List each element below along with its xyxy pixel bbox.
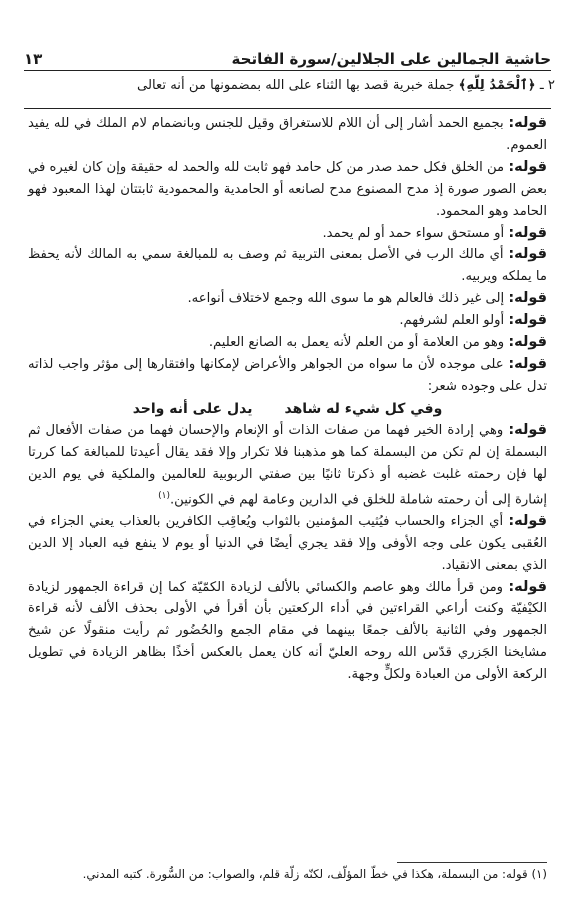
verse-commentary: جملة خبرية قصد بها الثناء على الله بمضمونها من أنه تعالى — [136, 78, 455, 93]
header-divider — [24, 108, 551, 109]
poem-hemistich-first: وفي كل شيء له شاهد — [284, 400, 443, 417]
paragraph — [28, 223, 547, 245]
paragraph-text: وهي إرادة الخير فهما من صفات الذات أو الإنعام والإحسان فهما من صفات الأفعال ثم البسملة إن لم تكن من البسملة كما هو مذهبنا فلا تكرار وإلا فقد يقال أعيدتا للمبالغة كما كررتا لها فإن رحمته غلبت غضبه أو ذكرتا ثانيًا بين صفتي الربوبية للعالمين والملكية في يوم الدين إشارة إلى أن رحمته شاملة للخلق في الدارين وعامة لهم في الكونين. — [28, 422, 547, 507]
qawl-label: قوله: — [508, 115, 547, 131]
paragraph-text: على موجده لأن ما سواه من الجواهر والأعراض لإمكانها وافتقارها إلى مؤثر واجب لذاته تدل على وجوده شعر: — [28, 356, 547, 394]
paragraph — [28, 288, 547, 310]
poem-hemistich-second: يدل على أنه واحد — [132, 400, 253, 417]
paragraph-text: بجميع الحمد أشار إلى أن اللام للاستغراق وقيل للجنس وبانضمام لام الملك في لله يفيد العموم. — [28, 116, 547, 153]
paragraph — [28, 577, 547, 687]
qawl-label: قوله: — [508, 246, 547, 263]
qawl-label: قوله: — [508, 224, 547, 241]
qawl-label: قوله: — [508, 334, 547, 351]
verse-number: ٢ ـ — [539, 78, 555, 93]
paragraph-text: ومن قرأ مالك وهو عاصم والكسائي بالألف لزيادة الكمّيّة كما إن قراءة الجمهور لزيادة الكيْفيّة وكنت أراعي القراءتين في أداء الركعتين بأن أقرأ في الأولى بحذف الألف لأنه قراءة الجمهور وفي الثانية بالألف جمعًا بينهما في مقام الجمع والحُضُور ثم رأيت منقولًا عن شيخ مشايخنا الجَزري قدّس الله روحه العليّ أنه كان يعمل بالعكس أخذًا بظاهر الزيادة في تطويل الركعة الأولى من العبادة ولكلٍّ وجهة. — [28, 579, 547, 683]
paragraph-text: إلى غير ذلك فالعالم هو ما سوى الله وجمع لاختلاف أنواعه. — [187, 291, 505, 307]
qawl-label: قوله: — [508, 158, 547, 175]
qawl-label: قوله: — [508, 512, 547, 529]
paragraph-text: أو مستحق سواء حمد أو لم يحمد. — [322, 225, 505, 241]
footnote-text: قوله: من البسملة، هكذا في خطّ المؤلّف، لكنّه زلّة قلم، والصواب: من السُّورة. كتبه المدني. — [82, 867, 528, 881]
qawl-label: قوله: — [508, 421, 547, 438]
paragraph — [28, 310, 547, 332]
footnote-divider — [397, 862, 547, 863]
paragraph-text: أي الجزاء والحساب فيُثيب المؤمنين بالثواب ويُعاقِب الكافرين بالعذاب يعني الجزاء في العُقبى يكون على وجه الأوفى وإلا فقد يجري أيضًا في الدنيا أو يوم لا ينفع فيه العباد إلا الدين الذي بمعنى الانقياد. — [28, 513, 547, 573]
paragraph-text: أولو العلم لشرفهم. — [399, 313, 505, 329]
ayah-text: ﴿ٱلْحَمْدُ لِلَّهِ﴾ — [458, 78, 536, 93]
paragraph — [28, 113, 547, 157]
paragraph-text: وهو من العلامة أو من العلم لأنه يعمل به الصانع العليم. — [208, 335, 505, 351]
paragraph — [28, 511, 547, 577]
poem-verse — [28, 398, 547, 420]
footnote — [28, 866, 547, 883]
commentary-body — [28, 113, 547, 686]
qawl-label: قوله: — [508, 355, 547, 372]
footnote-reference: (١) — [158, 490, 170, 501]
paragraph — [28, 244, 547, 288]
paragraph — [28, 420, 547, 511]
qawl-label: قوله: — [508, 578, 547, 595]
qawl-label: قوله: — [508, 290, 547, 307]
paragraph — [28, 332, 547, 354]
page-number: ١٣ — [24, 50, 43, 68]
page-header — [24, 40, 551, 71]
qawl-label: قوله: — [508, 312, 547, 329]
footnote-marker: (١) — [531, 867, 547, 881]
running-title: حاشية الجمالين على الجلالين/سورة الفاتحة — [231, 50, 551, 68]
paragraph-text: أي مالك الرب في الأصل بمعنى التربية ثم وصف به للمبالغة سمي به المالك لأنه يحفظ ما يملكه ويربيه. — [28, 247, 547, 285]
verse-line — [24, 74, 555, 98]
paragraph-text: من الخلق فكل حمد صدر من كل حامد فهو ثابت لله والحمد له حقيقة وإن كان لغيره في بعض الصور صورة إذ مدح المصنوع مدح لصانعه أو الحامدية والمحمودية ثابتتان لهذا المعبود فهو الحامد وهو المحمود. — [28, 159, 547, 219]
paragraph — [28, 354, 547, 398]
paragraph — [28, 157, 547, 223]
